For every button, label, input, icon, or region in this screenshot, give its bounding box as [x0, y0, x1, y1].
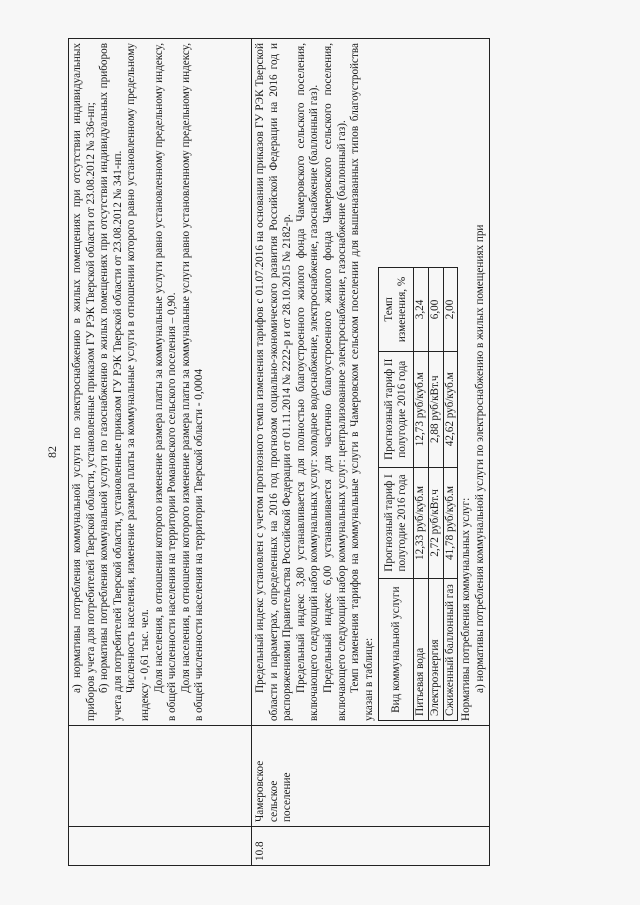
- cell-settlement-empty: [69, 726, 252, 827]
- paragraph-index-basis: Предельный индекс установлен с учетом прогнозного темпа изменения тарифов с 01.07.2016 на основании приказов ГУ РЭК Тверской области и параметрах, определенных на 2016 год прогнозом социально-экономического развития Российской Федерации на 2016 год и распоряжениями Правительства Российской Федерации от 01.11.2014 № 2222-р и от 28.10.2015 № 2182-р.: [254, 43, 294, 721]
- cell-number-empty: [69, 827, 252, 866]
- paragraph-norm-electricity-next: а) нормативы потребления коммунальной услуги по электроснабжению в жилых помещениях при: [473, 224, 486, 693]
- paragraph-population: Численность населения, изменение размера платы за коммунальные услуги в отношении которого равно установленному предельному индексу - 0,61 тыс. чел.: [125, 43, 151, 721]
- tariff-row: [443, 268, 458, 721]
- header-change-rate: Темп изменения, %: [379, 268, 414, 352]
- paragraph-norm-gas: б) нормативы потребления коммунальной услуги по газоснабжению в жилых помещениях при отсутствии индивидуальных приборов учета для потребителей Тверской области, установленные приказом ГУ РЭК Тверской области от 23.08.2012 № 341-нп.: [98, 43, 124, 721]
- paragraph-norms-heading: Нормативы потребления коммунальных услуг:: [460, 497, 473, 721]
- paragraph-norm-electricity: а) нормативы потребления коммунальной услуги по электроснабжению в жилых помещениях при отсутствии индивидуальных приборов учета для потребителей Тверской области, установленные приказом ГУ РЭК Тверской области от 23.08.2012 № 336-нп;: [71, 43, 97, 721]
- paragraph-share-region: Доля населения, в отношении которого изменение размера платы за коммунальные услуги равно установленному предельному индексу, в общей численности населения на территории Тверской области - 0,0004: [179, 42, 206, 721]
- rotated-landscape-page: [40, 32, 600, 872]
- tariff-h2: 42,62 руб/куб.м: [443, 351, 458, 467]
- change-rate: 3,24: [414, 268, 429, 352]
- header-service: Вид коммунальной услуги: [379, 579, 414, 721]
- tariff-h1: 12,33 руб/куб.м: [414, 467, 429, 579]
- paragraph-index-380: Предельный индекс 3,80 устанавливается для полностью благоустроенного жилого фонда Чамеровского сельского поселения, включающего следующий набор коммунальных услуг: холодное водоснабжение, электроснабжение, газоснабжение (баллонный газ).: [294, 43, 321, 721]
- change-rate: 2,00: [443, 268, 458, 352]
- tariff-h2: 2,88 руб/кВт.ч: [428, 351, 443, 467]
- tariff-h1: 2,72 руб/кВт.ч: [428, 467, 443, 579]
- tariff-table-header: [379, 268, 414, 721]
- tariff-h1: 41,78 руб/куб.м: [443, 467, 458, 579]
- row-number: 10.8: [252, 827, 490, 866]
- tariff-table: [378, 267, 458, 721]
- page-number: 82: [45, 446, 59, 458]
- table-row-10-8: [252, 39, 490, 866]
- change-rate: 6,00: [428, 268, 443, 352]
- paragraph-tariff-intro: Темп изменения тарифов на коммунальные услуги в Чамеровском сельском поселении для вышеназванных типов благоустройства указан в таблице:: [349, 43, 375, 721]
- paragraph-share-settlement: Доля населения, в отношении которого изменение размера платы за коммунальные услуги равно установленному предельному индексу, в общей численности населения на территории Романовского сельского поселения – 0,90.: [152, 42, 179, 721]
- cell-description: [252, 39, 490, 726]
- header-tariff-h2: Прогнозный тариф II полугодие 2016 года: [379, 351, 414, 467]
- service-name: Питьевая вода: [414, 579, 429, 721]
- service-name: Сжиженный баллонный газ: [443, 579, 458, 721]
- paragraph-index-600: Предельный индекс 6,00 устанавливается для частично благоустроенного жилого фонда Чамеровского сельского поселения, включающего следующий набор коммунальных услуг: централизованное электроснабжение, газоснабжение (баллонный газ).: [321, 43, 348, 721]
- tariff-h2: 12,73 руб/куб.м: [414, 351, 429, 467]
- cell-description-continued: [69, 39, 252, 726]
- header-tariff-h1: Прогнозный тариф I полугодие 2016 года: [379, 467, 414, 579]
- tariff-row: [428, 268, 443, 721]
- settlement-name: Чамеровское сельское поселение: [252, 726, 490, 827]
- tariff-row: [414, 268, 429, 721]
- service-name: Электроэнергия: [428, 579, 443, 721]
- main-table: [68, 38, 490, 866]
- table-row-continued: [69, 39, 252, 866]
